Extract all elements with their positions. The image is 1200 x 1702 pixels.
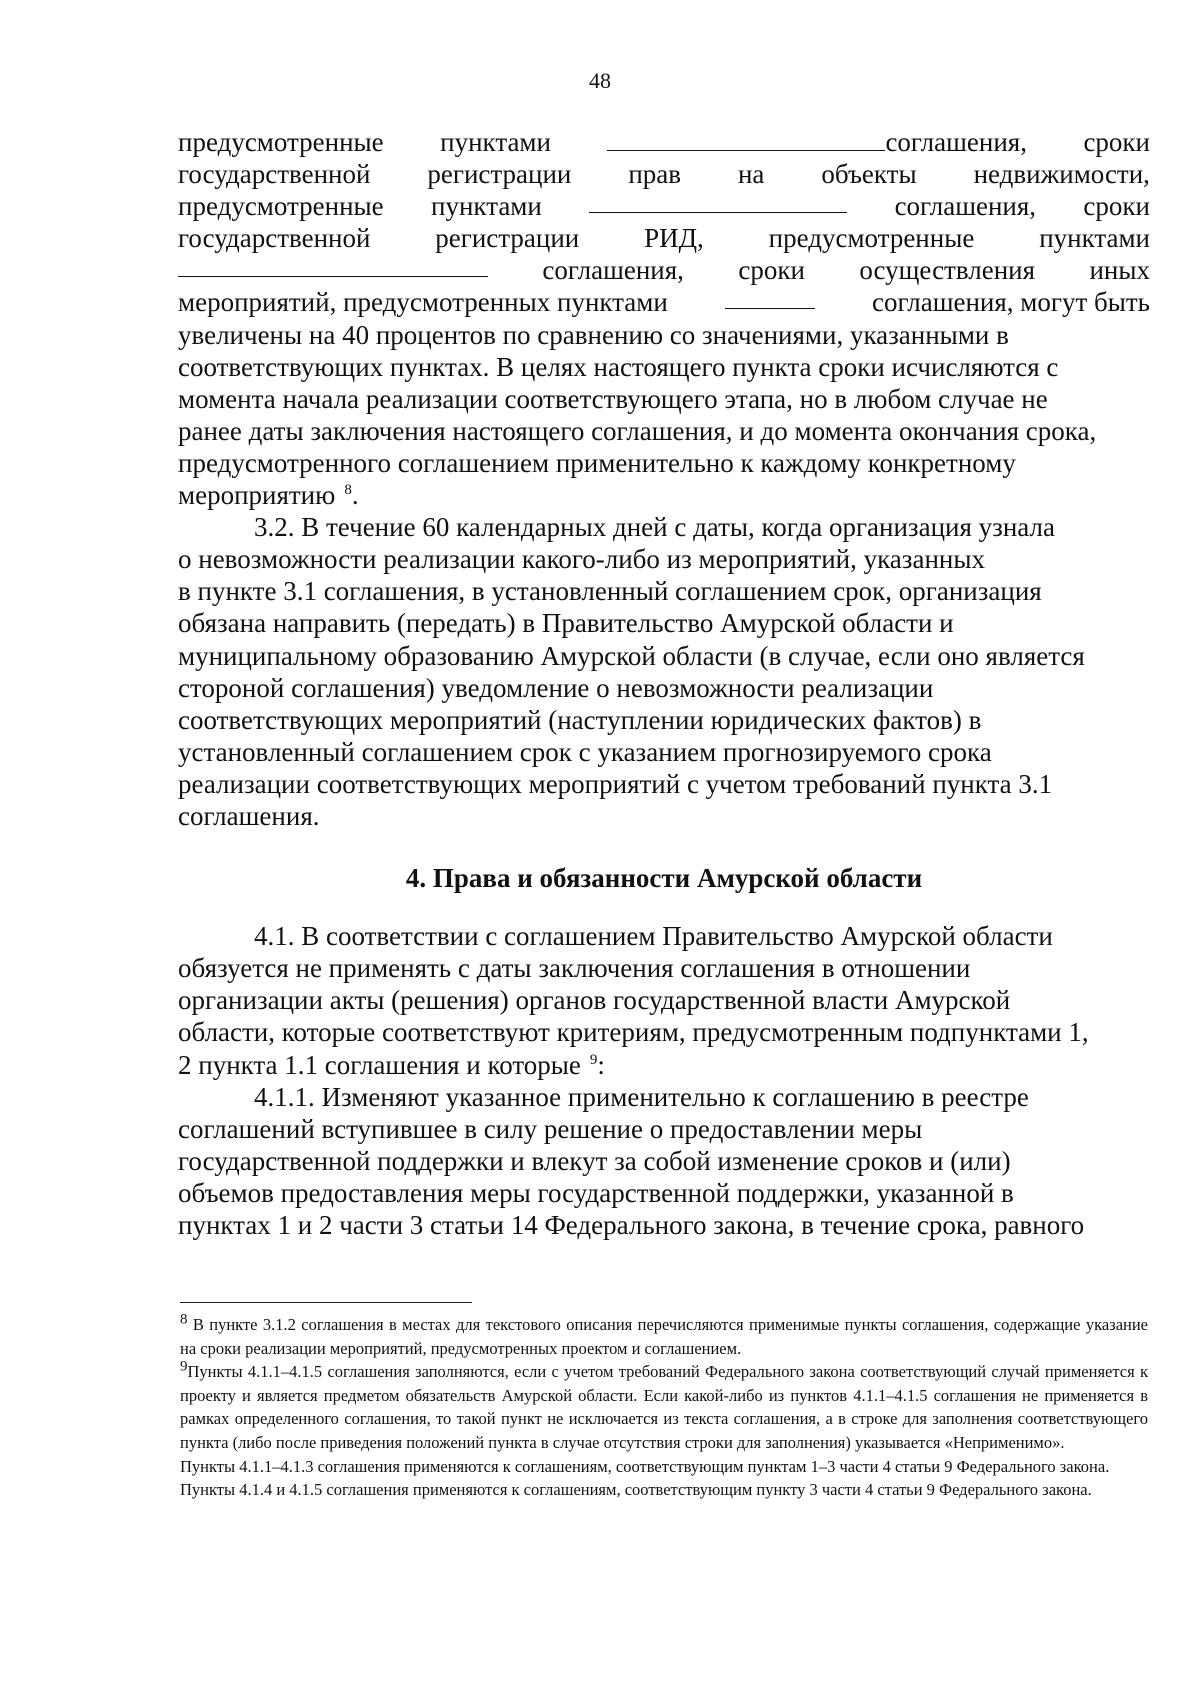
footnote-note: Пункты 4.1.1–4.1.3 соглашения применяются к соглашениям, соответствующим пунктам 1–3 части 4 статьи 9 Федерального закона. [180, 1456, 1110, 1476]
text-line: соглашения. [178, 800, 320, 831]
fill-in-blank [178, 254, 488, 277]
text-line: 2 пункта 1.1 соглашения и которые $^9$: [178, 1049, 605, 1080]
text-line: организации акты (решения) органов государственной власти Амурской [178, 985, 1011, 1016]
footnote-8: $^8$ В пункте 3.1.2 соглашения в местах для текстового описания перечисляются применимые пункты соглашения, содержащие указание на сроки реализации мероприятий, предусмотренных проектом и соглашением. [180, 1311, 1148, 1358]
footnote-mark: 9 [180, 1358, 188, 1375]
text-line: государственной поддержки и влекут за собой изменение сроков и (или) [178, 1145, 1011, 1176]
text-line: мероприятию $^8$. [178, 480, 359, 511]
text-line: соглашений вступившее в силу решение о предоставлении меры [178, 1113, 923, 1144]
main-text [178, 126, 1150, 1241]
text-line: в пункте 3.1 соглашения, в установленный соглашением срок, организация [178, 576, 1042, 607]
text-line: ранее даты заключения настоящего соглашения, и до момента окончания срока, [178, 415, 1097, 446]
footnote-ref: 8 [344, 482, 352, 499]
text-line: стороной соглашения) уведомление о невозможности реализации [178, 672, 934, 703]
text-line: государственной регистрации РИД, предусмотренные пунктами [178, 223, 1150, 254]
text-line: установленный соглашением срок с указанием прогнозируемого срока [178, 736, 992, 767]
text-line: реализации соответствующих мероприятий с учетом требований пункта 3.1 [178, 768, 1053, 799]
footnote-separator [180, 1302, 472, 1303]
footnote-ref: 9 [589, 1051, 598, 1068]
text-line: предусмотренного соглашением применительно к каждому конкретному [178, 447, 1016, 478]
text-line: увеличены на 40 процентов по сравнению со значениями, указанными в [178, 319, 1009, 350]
fill-in-blank [589, 190, 847, 213]
footnote-mark: 8 [180, 1311, 188, 1328]
footnotes [180, 1313, 1148, 1502]
text-line: соответствующих мероприятий (наступлении юридических фактов) в [178, 704, 982, 735]
text-line: муниципальному образованию Амурской области (в случае, если оно является [178, 640, 1085, 671]
text-line: о невозможности реализации какого-либо из мероприятий, указанных [178, 544, 985, 575]
text-line: предусмотренные пунктами соглашения, сроки [178, 191, 1150, 222]
text-line: обязана направить (передать) в Правительство Амурской области и [178, 608, 954, 639]
text-line: пунктах 1 и 2 части 3 статьи 14 Федерального закона, в течение срока, равного [178, 1210, 1085, 1240]
text-line: предусмотренные пунктами соглашения, сроки [178, 127, 1150, 157]
text-line: 4.1.1. Изменяют указанное применительно к соглашению в реестре [254, 1081, 1029, 1112]
page-number: 48 [589, 68, 611, 93]
text-line: обязуется не применять с даты заключения соглашения в отношении [178, 953, 971, 984]
text-line: момента начала реализации соответствующего этапа, но в любом случае не [178, 383, 1048, 414]
footnote-9: $^9$Пункты 4.1.1–4.1.5 соглашения заполняются, если с учетом требований Федерального закона соответствующий случай применяется к проекту и является предметом обязательств Амурской области. Если какой-либо из пунктов 4.1.1–4.1.5 соглашения не применяется в рамках определенного соглашения, то такой пункт не исключается из текста соглашения, а в строке для заполнения соответствующего пункта (либо после приведения положений пункта в случае отсутствия строки для заполнения) указывается «Неприменимо». [180, 1358, 1148, 1452]
text-line: мероприятий, предусмотренных пунктами соглашения, могут быть [178, 287, 1150, 318]
text-line: государственной регистрации прав на объекты недвижимости, [178, 159, 1150, 190]
text-line: 3.2. В течение 60 календарных дней с даты, когда организация узнала [254, 512, 1055, 543]
fill-in-blank [725, 286, 815, 309]
text-line: 4.1. В соответствии с соглашением Правительство Амурской области [254, 921, 1053, 952]
text-line: соответствующих пунктах. В целях настоящего пункта сроки исчисляются с [178, 351, 1059, 382]
text-line: объемов предоставления меры государственной поддержки, указанной в [178, 1177, 1014, 1208]
fill-in-blank [607, 128, 885, 151]
section-heading: 4. Права и обязанности Амурской области [405, 863, 923, 894]
text-line: области, которые соответствуют критериям, предусмотренным подпунктами 1, [178, 1017, 1089, 1048]
text-line: соглашения, сроки осуществления иных [178, 254, 1150, 286]
footnote-note: Пункты 4.1.4 и 4.1.5 соглашения применяются к соглашениям, соответствующим пункту 3 части 4 статьи 9 Федерального закона. [180, 1480, 1092, 1500]
